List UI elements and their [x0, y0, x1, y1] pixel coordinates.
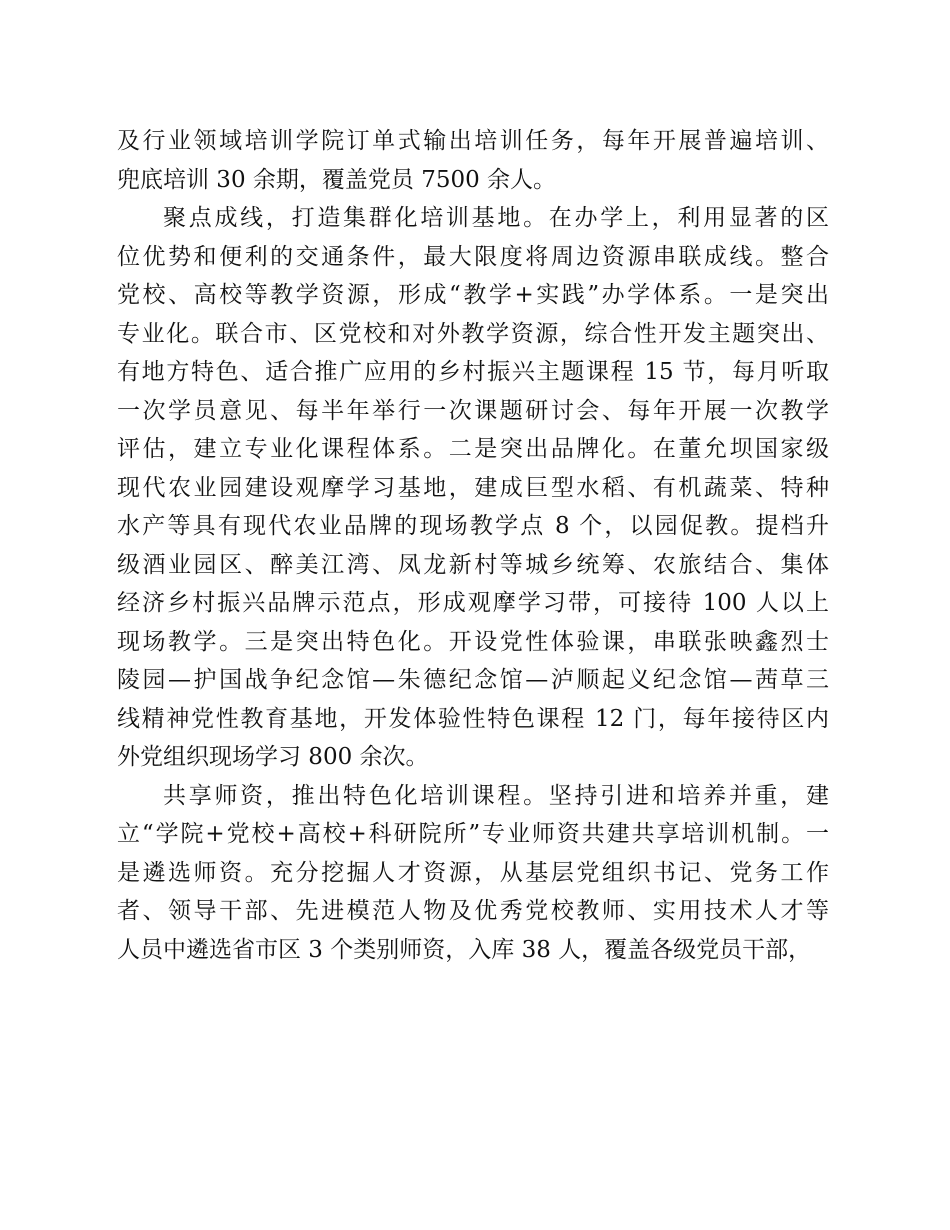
paragraph [117, 199, 829, 777]
text-line: 党校、高校等教学资源，形成“教学+实践”办学体系。一是突出 [117, 282, 829, 308]
text-line: 评估，建立专业化课程体系。二是突出品牌化。在董允坝国家级 [117, 436, 829, 462]
text-line: 陵园—护国战争纪念馆—朱德纪念馆—泸顺起义纪念馆—茜草三 [117, 667, 829, 693]
text-line: 及行业领域培训学院订单式输出培训任务，每年开展普遍培训、 [117, 128, 829, 154]
text-line: 现场教学。三是突出特色化。开设党性体验课，串联张映鑫烈士 [117, 628, 829, 655]
document-body [117, 122, 829, 969]
text-line: 有地方特色、适合推广应用的乡村振兴主题课程 15 节，每月听取 [117, 359, 829, 385]
text-line: 聚点成线，打造集群化培训基地。在办学上，利用显著的区 [163, 205, 829, 231]
text-line: 是遴选师资。充分挖掘人才资源，从基层党组织书记、党务工作 [117, 859, 829, 886]
text-line: 外党组织现场学习 800 余次。 [117, 744, 429, 770]
text-line: 经济乡村振兴品牌示范点，形成观摩学习带，可接待 100 人以上 [117, 590, 829, 616]
text-line: 专业化。联合市、区党校和对外教学资源，综合性开发主题突出、 [117, 320, 829, 347]
text-line: 现代农业园建设观摩学习基地，建成巨型水稻、有机蔬菜、特种 [117, 474, 829, 501]
text-line: 者、领导干部、先进模范人物及优秀党校教师、实用技术人才等 [117, 898, 829, 924]
text-line: 人员中遴选省市区 3 个类别师资，入库 38 人，覆盖各级党员干部， [117, 936, 812, 963]
paragraph [117, 777, 829, 970]
text-line: 线精神党性教育基地，开发体验性特色课程 12 门，每年接待区内 [117, 705, 829, 732]
text-line: 水产等具有现代农业品牌的现场教学点 8 个，以园促教。提档升 [117, 513, 829, 539]
text-line: 位优势和便利的交通条件，最大限度将周边资源串联成线。整合 [117, 243, 829, 270]
text-line: 立“学院+党校+高校+科研院所”专业师资共建共享培训机制。一 [117, 821, 829, 847]
text-line: 共享师资，推出特色化培训课程。坚持引进和培养并重，建 [163, 782, 829, 809]
text-line: 一次学员意见、每半年举行一次课题研讨会、每年开展一次教学 [117, 397, 829, 424]
text-line: 级酒业园区、醉美江湾、凤龙新村等城乡统筹、农旅结合、集体 [117, 551, 829, 578]
text-line: 兜底培训 30 余期，覆盖党员 7500 余人。 [117, 166, 557, 193]
paragraph [117, 122, 829, 199]
